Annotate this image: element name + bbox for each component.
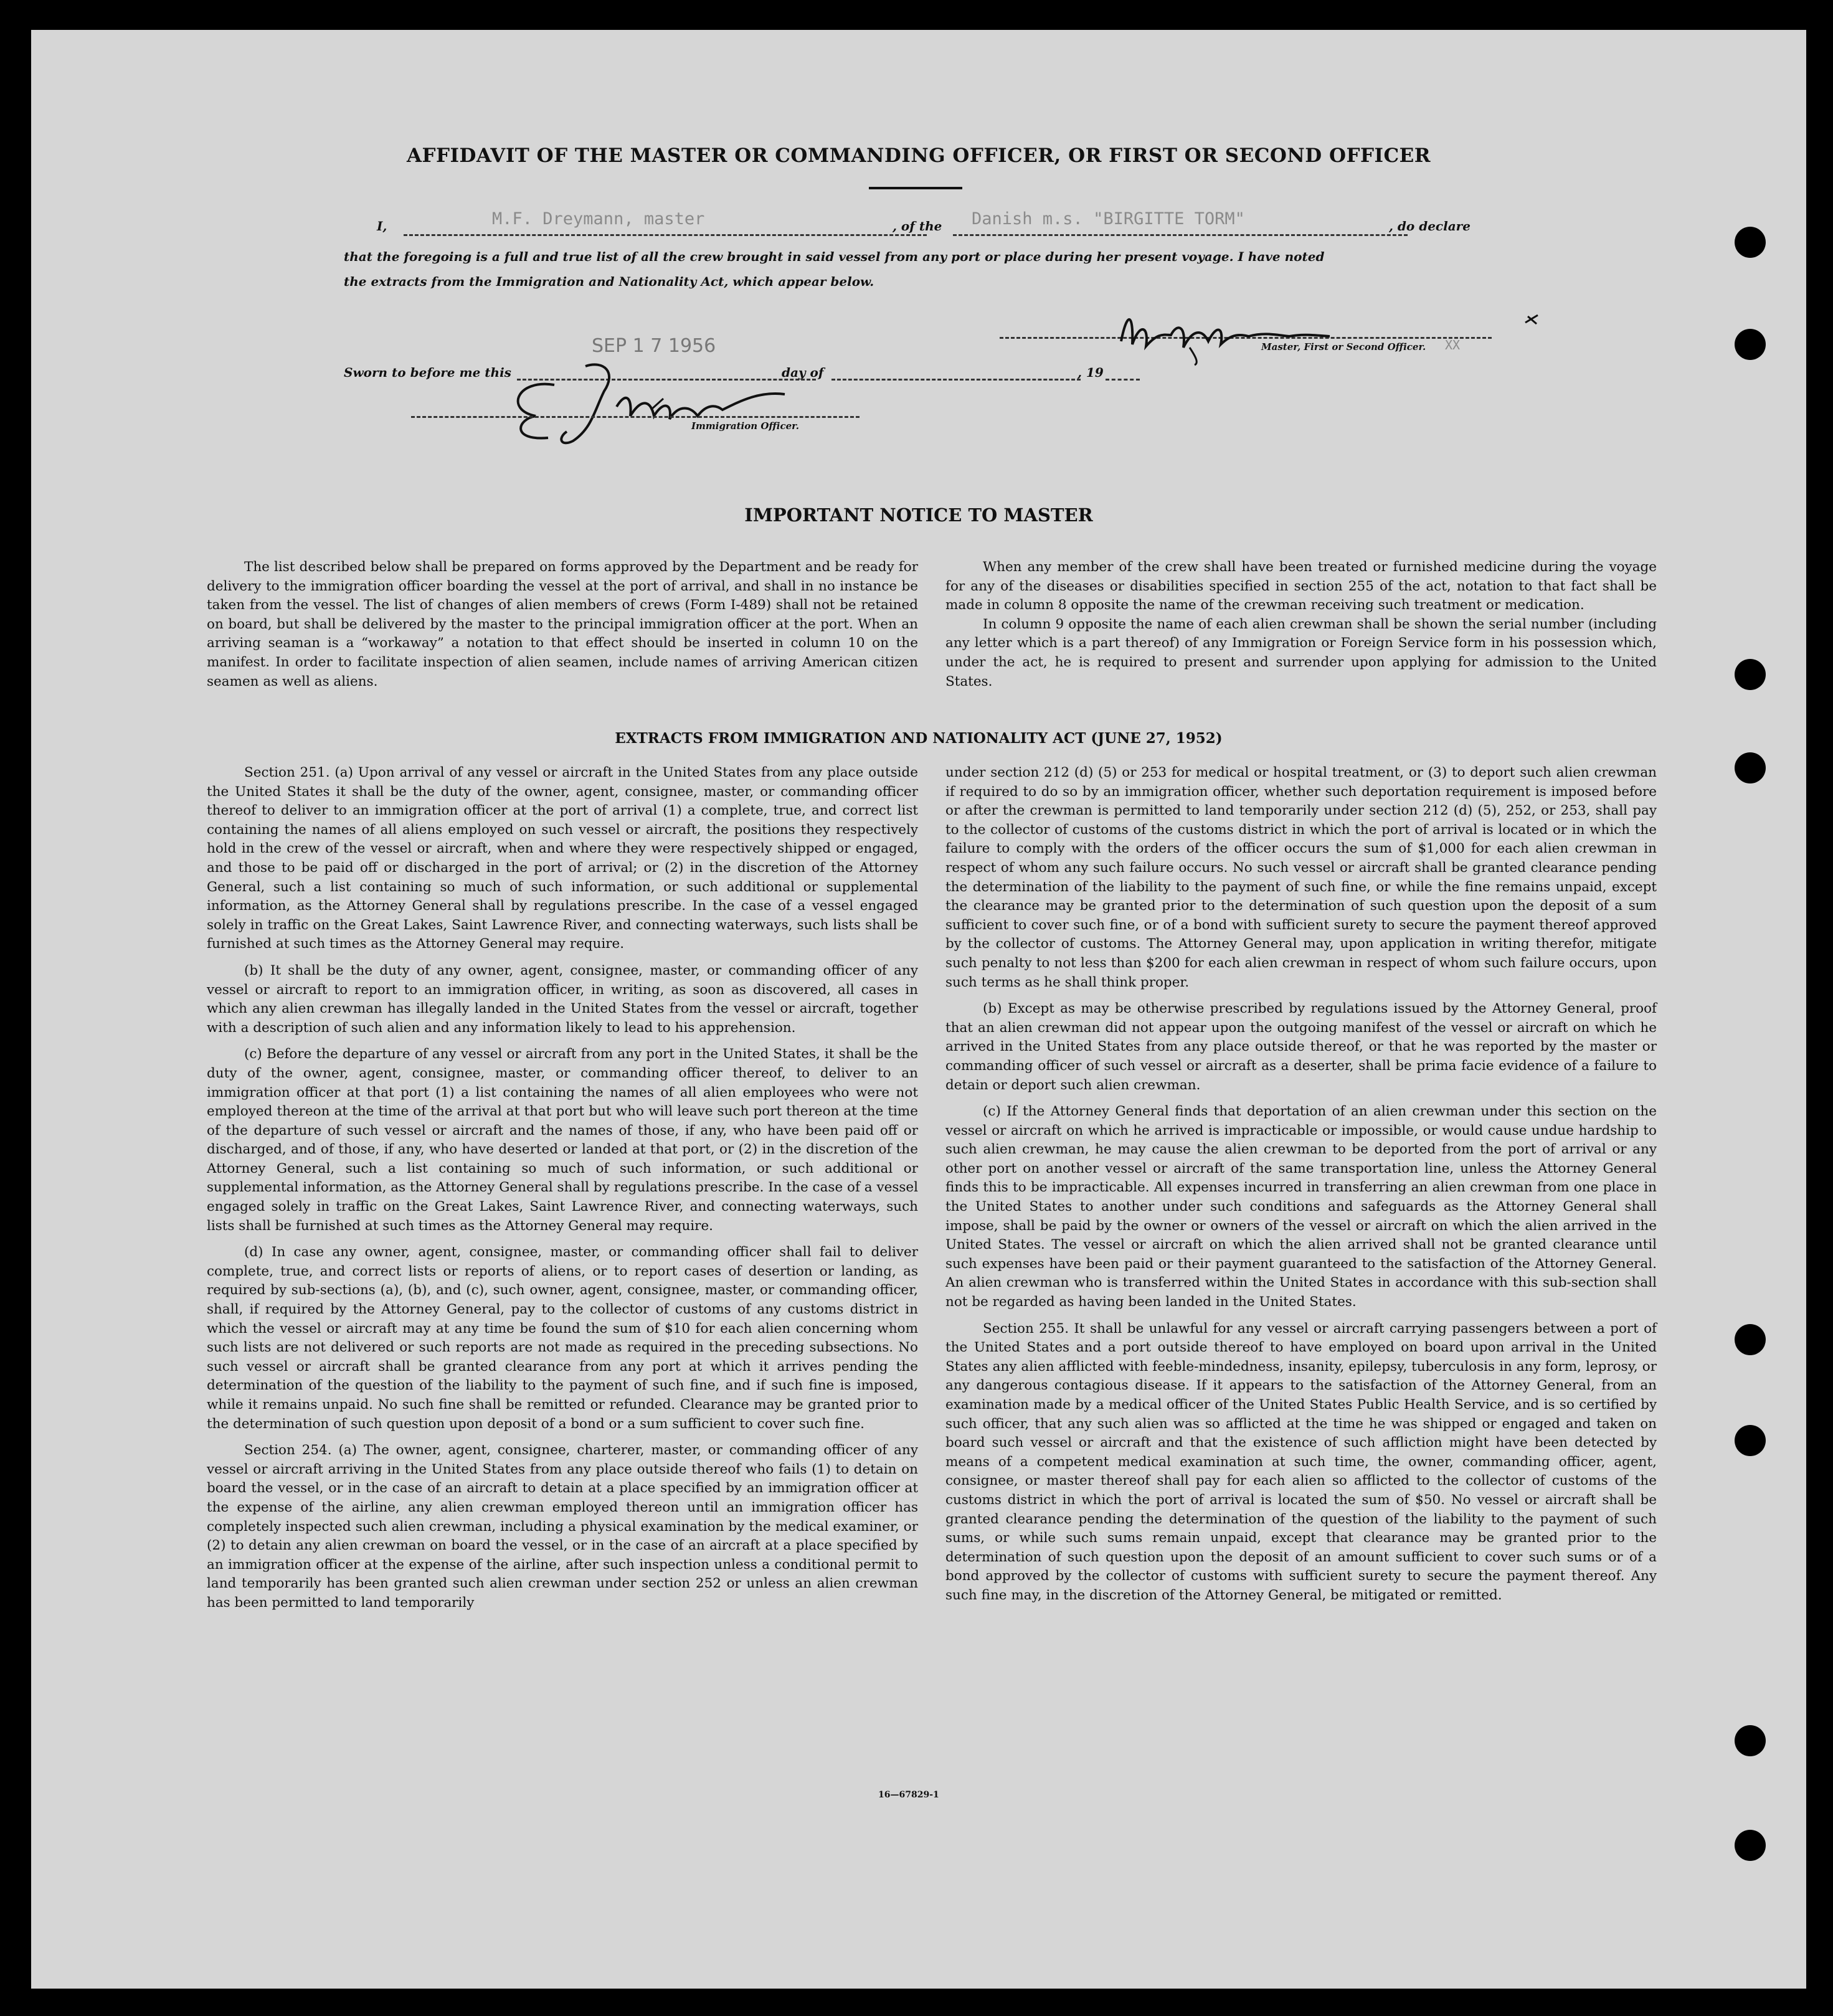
extract-right-paragraph: (c) If the Attorney General finds that deportation of an alien crewman under this section on the vessel or aircraft on which he arrived is impracticable or impossible, or would cause undue hardship to such alien crewman, he may cause the alien crewman to be deported from the port of arrival or any other port on another vessel or aircraft of the same transportation line, unless the Attorney General finds this to be impracticable. All expenses incurred in transferring an alien crewman from one place in the United States to another under such conditions and safeguards as the Attorney General shall impose, shall be paid by the owner or owners of the vessel or aircraft on which the alien arrived in the United States. The vessel or aircraft on which the alien arrived shall not be granted clearance until such expenses have been paid or their payment guaranteed to the satisfaction of the Attorney General. An alien crewman who is transferred within the United States in accordance with this sub-section shall not be regarded as having been landed in the United States.: [945, 1104, 1657, 1310]
document-page: [31, 30, 1806, 1989]
master-title-strike: XX: [1445, 338, 1461, 353]
notice-right-paragraph-2: In column 9 opposite the name of each alien crewman shall be shown the serial number (including any letter which is a part thereof) of any Immigration or Foreign Service form in his possession which, under the act, he is required to present and surrender upon applying for admission to the United States.: [945, 616, 1657, 689]
ink-mark: [1523, 310, 1542, 329]
notice-right-paragraph-1: When any member of the crew shall have been treated or furnished medicine during the voyage for any of the diseases or disabilities specified in section 255 of the act, notation to that fact shall be made in column 8 opposite the name of the crewman receiving such treatment or medication.: [945, 559, 1657, 613]
sworn-month-line: [831, 379, 1081, 381]
punch-hole: [1735, 659, 1766, 690]
declaration-line-3: the extracts from the Immigration and Nationality Act, which appear below.: [344, 274, 874, 289]
notice-left-paragraph: The list described below shall be prepared on forms approved by the Department and be ready for delivery to the immigration officer boarding the vessel at the port of arrival, and shall in no instance be taken from the vessel. The list of changes of alien members of crews (Form I-489) shall not be retained on board, but shall be delivered by the master to the principal immigration officer at the port. When an arriving seaman is a “workaway” a notation to that effect should be inserted in column 10 on the manifest. In order to facilitate inspection of alien seamen, include names of arriving American citizen seamen as well as aliens.: [207, 559, 918, 689]
sworn-label: Sworn to before me this: [344, 365, 511, 380]
extracts-title: EXTRACTS FROM IMMIGRATION AND NATIONALITY ACT (JUNE 27, 1952): [615, 730, 1223, 747]
punch-hole: [1735, 227, 1766, 258]
form-number: 16—67829-1: [878, 1790, 939, 1800]
extract-right-paragraph: (b) Except as may be otherwise prescribed by regulations issued by the Attorney General, proof that an alien crewman did not appear upon the outgoing manifest of the vessel or aircraft on which he arrived in the United States from any place outside thereof, or that he was reported by the master or commanding officer of such vessel or aircraft as a deserter, shall be prima facie evidence of a failure to detain or deport such alien crewman.: [945, 1001, 1657, 1093]
extract-right-paragraph: under section 212 (d) (5) or 253 for medical or hospital treatment, or (3) to deport such alien crewman if required to do so by an immigration officer, whether such deportation requirement is imposed before or after the crewman is permitted to land temporarily under section 212 (d) (5), 252, or 253, shall pay to the collector of customs of the customs district in which the port of arrival is located or in which the failure to comply with the orders of the officer occurs the sum of $1,000 for each alien crewman in respect of whom any such failure occurs. No such vessel or aircraft shall be granted clearance pending the determination of the liability to the payment of such fine, or while the fine remains unpaid, except the clearance may be granted prior to the determination of such question upon the deposit of a sum sufficient to cover such fine, or of a bond with sufficient surety to secure the payment thereof approved by the collector of customs. The Attorney General may, upon application in writing therefor, mitigate such penalty to not less than $200 for each alien crewman in respect of whom such failure occurs, upon such terms as he shall think proper.: [945, 765, 1657, 990]
immigration-officer-label: Immigration Officer.: [691, 420, 799, 432]
declarant-label: I,: [377, 219, 387, 234]
name-line: [404, 234, 927, 236]
notice-right-column: [945, 558, 1657, 691]
extract-left-paragraph: Section 251. (a) Upon arrival of any vessel or aircraft in the United States from any place outside the United States it shall be the duty of the owner, agent, consignee, master, or commanding officer thereof to deliver to an immigration officer at the port of arrival (1) a complete, true, and correct list containing the names of all aliens employed on such vessel or aircraft, the positions they respectively hold in the crew of the vessel or aircraft, when and where they were respectively shipped or engaged, and those to be paid off or discharged in the port of arrival; or (2) in the discretion of the Attorney General, such a list containing so much of such information, or such additional or supplemental information, as the Attorney General shall by regulations prescribe. In the case of a vessel engaged solely in traffic on the Great Lakes, Saint Lawrence River, and connecting waterways, such lists shall be furnished at such times as the Attorney General may require.: [207, 765, 918, 952]
year-label: , 19: [1078, 365, 1104, 380]
extract-left-paragraph: (b) It shall be the duty of any owner, agent, consignee, master, or commanding officer of any vessel or aircraft to report to an immigration officer, in writing, as soon as discovered, all cases in which any alien crewman has illegally landed in the United States from the vessel or aircraft, together with a description of such alien and any information likely to lead to his apprehension.: [207, 962, 918, 1036]
extracts-right-column: [945, 764, 1657, 1606]
punch-hole: [1735, 1324, 1766, 1355]
master-signature: [1115, 298, 1376, 366]
extract-right-paragraph: Section 255. It shall be unlawful for any vessel or aircraft carrying passengers between a port of the United States and a port outside thereof to have employed on board upon arrival in the United States any alien afflicted with feeble-mindedness, insanity, epilepsy, tuberculosis in any form, leprosy, or any dangerous contagious disease. If it appears to the satisfaction of the Attorney General, from an examination made by a medical officer of the United States Public Health Service, and is so certified by such officer, that any such alien was so afflicted at the time he was shipped or engaged and taken on board such vessel or aircraft and that the existence of such affliction might have been detected by means of a competent medical examination at such time, the owner, commanding officer, agent, consignee, or master thereof shall pay for each alien so afflicted to the collector of customs of the customs district in which the port of arrival is located the sum of $50. No vessel or aircraft shall be granted clearance pending the determination of the question of the liability to the payment of such sums, or while such sums remain unpaid, except that clearance may be granted prior to the determination of such question upon the deposit of an amount sufficient to cover such sums or of a bond approved by the collector of customs with sufficient surety to secure the payment thereof. Any such fine may, in the discretion of the Attorney General, be mitigated or remitted.: [945, 1320, 1657, 1603]
extract-left-paragraph: (c) Before the departure of any vessel or aircraft from any port in the United States, it shall be the duty of the owner, agent, consignee, master, or commanding officer thereof, to deliver to an immigration officer at that port (1) a list containing the names of all alien employees who were not employed thereon at the time of the arrival at that port but who will leave such port thereon at the time of the departure of such vessel or aircraft and the names of those, if any, who have been paid off or discharged, and of those, if any, who have deserted or landed at that port, or (2) in the discretion of the Attorney General, such a list containing so much of such information, or such additional or supplemental information, as the Attorney General shall by regulations prescribe. In the case of a vessel engaged solely in traffic on the Great Lakes, Saint Lawrence River, and connecting waterways, such lists shall be furnished at such times as the Attorney General may require.: [207, 1046, 918, 1234]
punch-hole: [1735, 1725, 1766, 1756]
sworn-year-line: [1106, 379, 1140, 381]
day-of-label: day of: [782, 365, 824, 380]
extract-left-paragraph: (d) In case any owner, agent, consignee, master, or commanding officer shall fail to deliver complete, true, and correct lists or reports of aliens, or to report cases of desertion or landing, as required by sub-sections (a), (b), and (c), such owner, agent, consignee, master, or commanding officer, shall, if required by the Attorney General, pay to the collector of customs of any customs district in which the vessel or aircraft may at any time be found the sum of $10 for each alien concerning whom such lists are not delivered or such reports are not made as required in the preceding subsections. No such vessel or aircraft shall be granted clearance from any port at which it arrives pending the determination of the question of the liability to the payment of such fine, and if such fine is imposed, while it remains unpaid. No such fine shall be remitted or refunded. Clearance may be granted prior to the determination of such question upon deposit of a bond or a sum sufficient to cover such fine.: [207, 1244, 918, 1432]
punch-hole: [1735, 752, 1766, 783]
punch-hole: [1735, 329, 1766, 360]
punch-hole: [1735, 1425, 1766, 1456]
officer-signature: [492, 348, 816, 453]
declaration-line-2: that the foregoing is a full and true list of all the crew brought in said vessel from any port or place during her present voyage. I have noted: [344, 249, 1325, 264]
date-stamp: SEP 1 7 1956: [592, 335, 716, 357]
of-the-label: , of the: [893, 219, 942, 234]
officer-name-field: M.F. Dreymann, master: [492, 209, 705, 229]
extracts-left-column: [207, 764, 918, 1613]
vessel-name-field: Danish m.s. "BIRGITTE TORM": [972, 209, 1245, 229]
title-divider: [869, 187, 962, 189]
affidavit-title: AFFIDAVIT OF THE MASTER OR COMMANDING OFFICER, OR FIRST OR SECOND OFFICER: [406, 144, 1431, 167]
notice-left-column: [207, 558, 918, 691]
officer-signature-line: [411, 416, 860, 418]
extract-left-paragraph: Section 254. (a) The owner, agent, consignee, charterer, master, or commanding officer of any vessel or aircraft arriving in the United States from any place outside thereof who fails (1) to detain on board the vessel, or in the case of an aircraft to detain at a place specified by an immigration officer at the expense of the airline, any alien crewman employed thereon until an immigration officer has completely inspected such alien crewman, including a physical examination by the medical examiner, or (2) to detain any alien crewman on board the vessel, or in the case of an aircraft at a place specified by an immigration officer at the expense of the airline, after such inspection unless a conditional permit to land temporarily has been granted such alien crewman under section 252 or unless an alien crewman has been permitted to land temporarily: [207, 1442, 918, 1611]
declare-label: , do declare: [1389, 219, 1471, 234]
master-title-label: Master, First or Second Officer.: [1261, 341, 1426, 353]
vessel-line: [953, 234, 1408, 236]
punch-hole: [1735, 1830, 1766, 1861]
notice-title: IMPORTANT NOTICE TO MASTER: [744, 504, 1093, 526]
